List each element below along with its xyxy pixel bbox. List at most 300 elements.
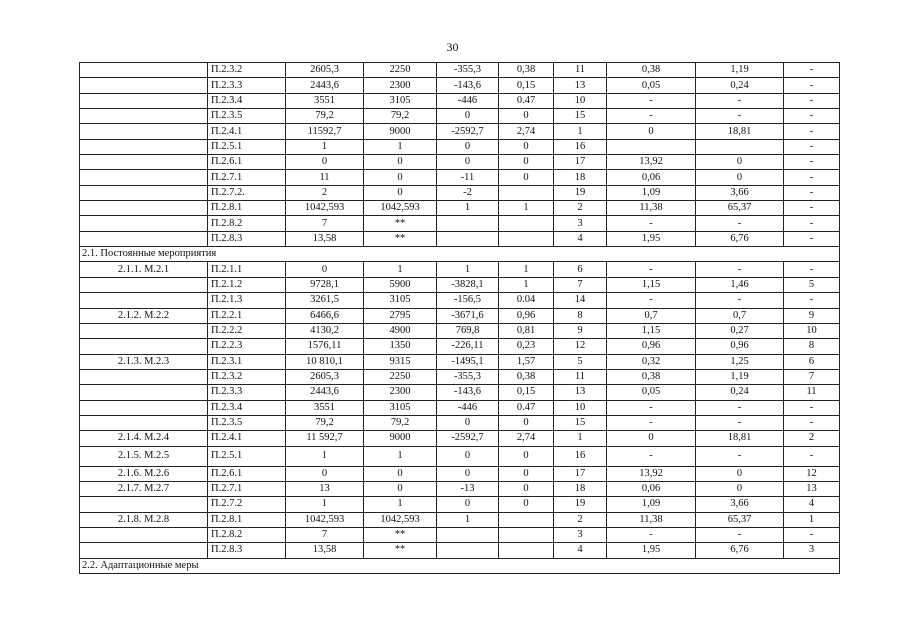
- value-cell: 13,92: [607, 466, 696, 481]
- value-cell: -: [784, 185, 840, 200]
- value-cell: 1: [364, 139, 437, 154]
- value-cell: [437, 216, 499, 231]
- value-cell: 1,09: [607, 185, 696, 200]
- measure-code-cell: [80, 369, 208, 384]
- value-cell: 15: [554, 109, 607, 124]
- value-cell: 13,92: [607, 155, 696, 170]
- indicator-code-cell: П.2.1.1: [208, 262, 286, 277]
- table-row: [80, 124, 840, 139]
- table-row: [80, 155, 840, 170]
- value-cell: 1: [286, 497, 364, 512]
- value-cell: 12: [784, 466, 840, 481]
- value-cell: 1,46: [696, 277, 784, 292]
- value-cell: 0,38: [499, 63, 554, 78]
- indicator-code-cell: П.2.8.1: [208, 512, 286, 527]
- measure-code-cell: [80, 139, 208, 154]
- value-cell: -: [696, 93, 784, 108]
- table-row: [80, 293, 840, 308]
- value-cell: 18,81: [696, 431, 784, 446]
- value-cell: 1,19: [696, 63, 784, 78]
- indicator-code-cell: П.2.8.2: [208, 216, 286, 231]
- indicator-code-cell: П.2.7.2.: [208, 185, 286, 200]
- value-cell: 2605,3: [286, 369, 364, 384]
- value-cell: 15: [554, 415, 607, 430]
- value-cell: 10 810,1: [286, 354, 364, 369]
- value-cell: 19: [554, 185, 607, 200]
- value-cell: 4: [554, 231, 607, 246]
- value-cell: 0,27: [696, 323, 784, 338]
- indicator-code-cell: П.2.8.3: [208, 231, 286, 246]
- value-cell: 0: [499, 497, 554, 512]
- value-cell: 0.47: [499, 400, 554, 415]
- table-row: [80, 466, 840, 481]
- value-cell: [499, 527, 554, 542]
- value-cell: [696, 139, 784, 154]
- value-cell: 0: [437, 415, 499, 430]
- value-cell: 0,15: [499, 385, 554, 400]
- value-cell: [499, 185, 554, 200]
- value-cell: 3,66: [696, 497, 784, 512]
- value-cell: -: [784, 527, 840, 542]
- value-cell: 0: [607, 124, 696, 139]
- value-cell: -446: [437, 93, 499, 108]
- value-cell: 4: [554, 543, 607, 558]
- measure-code-cell: [80, 201, 208, 216]
- value-cell: 0: [696, 155, 784, 170]
- measure-code-cell: 2.1.1. М.2.1: [80, 262, 208, 277]
- value-cell: -: [784, 293, 840, 308]
- value-cell: 2: [286, 185, 364, 200]
- value-cell: -: [784, 124, 840, 139]
- value-cell: 6: [784, 354, 840, 369]
- value-cell: 13: [286, 481, 364, 496]
- value-cell: 8: [554, 308, 607, 323]
- value-cell: 2,74: [499, 124, 554, 139]
- value-cell: 18: [554, 481, 607, 496]
- value-cell: 0: [499, 415, 554, 430]
- value-cell: 8: [784, 339, 840, 354]
- value-cell: 1,15: [607, 277, 696, 292]
- value-cell: 2: [554, 512, 607, 527]
- value-cell: -: [784, 216, 840, 231]
- value-cell: 0: [437, 466, 499, 481]
- value-cell: -2592,7: [437, 431, 499, 446]
- value-cell: **: [364, 231, 437, 246]
- value-cell: -: [607, 216, 696, 231]
- table-row: [80, 262, 840, 277]
- value-cell: 1: [437, 262, 499, 277]
- value-cell: 0,05: [607, 78, 696, 93]
- value-cell: 0: [499, 481, 554, 496]
- value-cell: 3105: [364, 293, 437, 308]
- value-cell: 1042,593: [364, 512, 437, 527]
- value-cell: 2443,6: [286, 385, 364, 400]
- value-cell: -143,6: [437, 78, 499, 93]
- value-cell: 11,38: [607, 201, 696, 216]
- value-cell: -156,5: [437, 293, 499, 308]
- value-cell: -: [607, 293, 696, 308]
- value-cell: 0,96: [607, 339, 696, 354]
- value-cell: -143,6: [437, 385, 499, 400]
- value-cell: -: [607, 415, 696, 430]
- value-cell: -2: [437, 185, 499, 200]
- measure-code-cell: [80, 293, 208, 308]
- indicator-code-cell: П.2.3.3: [208, 78, 286, 93]
- measure-code-cell: [80, 93, 208, 108]
- value-cell: 11: [286, 170, 364, 185]
- indicator-code-cell: П.2.3.5: [208, 109, 286, 124]
- value-cell: [499, 543, 554, 558]
- value-cell: 9315: [364, 354, 437, 369]
- value-cell: 0: [499, 466, 554, 481]
- value-cell: 13: [554, 385, 607, 400]
- value-cell: [437, 231, 499, 246]
- value-cell: 0,05: [607, 385, 696, 400]
- value-cell: 16: [554, 446, 607, 466]
- value-cell: 9: [784, 308, 840, 323]
- value-cell: 4130,2: [286, 323, 364, 338]
- value-cell: 0,15: [499, 78, 554, 93]
- value-cell: 1,57: [499, 354, 554, 369]
- value-cell: 0,96: [696, 339, 784, 354]
- value-cell: 0: [364, 466, 437, 481]
- value-cell: 3105: [364, 400, 437, 415]
- measure-code-cell: [80, 400, 208, 415]
- table-row: [80, 216, 840, 231]
- value-cell: 7: [286, 216, 364, 231]
- value-cell: 11 592,7: [286, 431, 364, 446]
- table-row: [80, 109, 840, 124]
- value-cell: 16: [554, 139, 607, 154]
- value-cell: -: [607, 527, 696, 542]
- indicator-code-cell: П.2.3.4: [208, 93, 286, 108]
- value-cell: 7: [286, 527, 364, 542]
- value-cell: 0,32: [607, 354, 696, 369]
- value-cell: -: [784, 231, 840, 246]
- value-cell: 0: [696, 481, 784, 496]
- value-cell: -: [784, 446, 840, 466]
- value-cell: 0.04: [499, 293, 554, 308]
- value-cell: 6,76: [696, 543, 784, 558]
- measure-code-cell: [80, 339, 208, 354]
- value-cell: 0: [696, 170, 784, 185]
- value-cell: -: [607, 446, 696, 466]
- table-row: [80, 354, 840, 369]
- value-cell: 13: [784, 481, 840, 496]
- value-cell: 3,66: [696, 185, 784, 200]
- value-cell: [499, 512, 554, 527]
- value-cell: 79,2: [364, 415, 437, 430]
- value-cell: 0: [437, 155, 499, 170]
- measure-code-cell: [80, 497, 208, 512]
- value-cell: 1,19: [696, 369, 784, 384]
- value-cell: 0: [437, 109, 499, 124]
- value-cell: 10: [554, 93, 607, 108]
- indicator-code-cell: П.2.3.1: [208, 354, 286, 369]
- section-row: [80, 558, 840, 573]
- value-cell: 1042,593: [364, 201, 437, 216]
- value-cell: 6: [554, 262, 607, 277]
- measure-code-cell: [80, 155, 208, 170]
- value-cell: -: [607, 400, 696, 415]
- measure-code-cell: [80, 109, 208, 124]
- section-row: [80, 247, 840, 262]
- indicator-code-cell: П.2.1.3: [208, 293, 286, 308]
- indicator-code-cell: П.2.3.2: [208, 369, 286, 384]
- value-cell: 0,24: [696, 78, 784, 93]
- value-cell: 79,2: [286, 109, 364, 124]
- value-cell: 0: [499, 446, 554, 466]
- value-cell: 0: [437, 139, 499, 154]
- value-cell: 0,06: [607, 481, 696, 496]
- value-cell: 1: [364, 446, 437, 466]
- indicator-code-cell: П.2.3.4: [208, 400, 286, 415]
- table-row: [80, 512, 840, 527]
- value-cell: 2250: [364, 63, 437, 78]
- value-cell: -: [607, 93, 696, 108]
- indicator-code-cell: П.2.4.1: [208, 124, 286, 139]
- value-cell: 1,15: [607, 323, 696, 338]
- indicator-code-cell: П.2.3.3: [208, 385, 286, 400]
- measure-code-cell: [80, 124, 208, 139]
- value-cell: 14: [554, 293, 607, 308]
- indicator-code-cell: П.2.2.1: [208, 308, 286, 323]
- value-cell: 1042,593: [286, 512, 364, 527]
- value-cell: 0: [364, 170, 437, 185]
- value-cell: 3: [554, 527, 607, 542]
- value-cell: 0: [607, 431, 696, 446]
- value-cell: [499, 231, 554, 246]
- value-cell: 18: [554, 170, 607, 185]
- table-row: [80, 78, 840, 93]
- value-cell: -13: [437, 481, 499, 496]
- value-cell: 0.47: [499, 93, 554, 108]
- value-cell: -: [784, 63, 840, 78]
- value-cell: 11592,7: [286, 124, 364, 139]
- value-cell: 3551: [286, 400, 364, 415]
- value-cell: 6466,6: [286, 308, 364, 323]
- value-cell: 65,37: [696, 201, 784, 216]
- value-cell: -: [784, 170, 840, 185]
- value-cell: 18,81: [696, 124, 784, 139]
- value-cell: 3: [554, 216, 607, 231]
- indicator-code-cell: П.2.5.1: [208, 139, 286, 154]
- value-cell: 1,95: [607, 543, 696, 558]
- indicator-code-cell: П.2.3.2: [208, 63, 286, 78]
- value-cell: [607, 139, 696, 154]
- measures-table: [79, 62, 840, 574]
- indicator-code-cell: П.2.8.3: [208, 543, 286, 558]
- measure-code-cell: [80, 543, 208, 558]
- value-cell: 9728,1: [286, 277, 364, 292]
- indicator-code-cell: П.2.5.1: [208, 446, 286, 466]
- table-row: [80, 543, 840, 558]
- value-cell: 1: [286, 139, 364, 154]
- value-cell: 2300: [364, 78, 437, 93]
- value-cell: 2: [554, 201, 607, 216]
- value-cell: 0: [499, 139, 554, 154]
- measure-code-cell: 2.1.4. М.2.4: [80, 431, 208, 446]
- indicator-code-cell: П.2.6.1: [208, 155, 286, 170]
- table-row: [80, 277, 840, 292]
- value-cell: 1: [499, 262, 554, 277]
- measure-code-cell: 2.1.3. М.2.3: [80, 354, 208, 369]
- value-cell: 3: [784, 543, 840, 558]
- value-cell: 0: [286, 155, 364, 170]
- measure-code-cell: 2.1.7. М.2.7: [80, 481, 208, 496]
- value-cell: -: [696, 216, 784, 231]
- value-cell: 7: [784, 369, 840, 384]
- measure-code-cell: [80, 185, 208, 200]
- value-cell: 79,2: [364, 109, 437, 124]
- value-cell: -11: [437, 170, 499, 185]
- table-row: [80, 170, 840, 185]
- value-cell: 0: [364, 481, 437, 496]
- value-cell: -3828,1: [437, 277, 499, 292]
- value-cell: -355,3: [437, 63, 499, 78]
- value-cell: 1,25: [696, 354, 784, 369]
- indicator-code-cell: П.2.8.2: [208, 527, 286, 542]
- indicator-code-cell: П.2.7.1: [208, 481, 286, 496]
- measure-code-cell: 2.1.8. М.2.8: [80, 512, 208, 527]
- value-cell: 3261,5: [286, 293, 364, 308]
- measure-code-cell: [80, 78, 208, 93]
- measure-code-cell: [80, 415, 208, 430]
- value-cell: 1350: [364, 339, 437, 354]
- measure-code-cell: 2.1.6. М.2.6: [80, 466, 208, 481]
- value-cell: [437, 543, 499, 558]
- value-cell: 2250: [364, 369, 437, 384]
- measure-code-cell: 2.1.2. М.2.2: [80, 308, 208, 323]
- measure-code-cell: [80, 277, 208, 292]
- indicator-code-cell: П.2.6.1: [208, 466, 286, 481]
- indicator-code-cell: П.2.3.5: [208, 415, 286, 430]
- value-cell: -3671,6: [437, 308, 499, 323]
- value-cell: 19: [554, 497, 607, 512]
- table-row: [80, 446, 840, 466]
- value-cell: 2: [784, 431, 840, 446]
- value-cell: 0: [696, 466, 784, 481]
- value-cell: 11: [554, 63, 607, 78]
- value-cell: 10: [784, 323, 840, 338]
- table-row: [80, 201, 840, 216]
- value-cell: -: [696, 415, 784, 430]
- value-cell: 9000: [364, 431, 437, 446]
- table-row: [80, 323, 840, 338]
- indicator-code-cell: П.2.7.1: [208, 170, 286, 185]
- value-cell: -446: [437, 400, 499, 415]
- table-row: [80, 308, 840, 323]
- value-cell: 11,38: [607, 512, 696, 527]
- value-cell: 1: [554, 431, 607, 446]
- value-cell: 0: [286, 466, 364, 481]
- value-cell: 13,58: [286, 543, 364, 558]
- section-label: 2.2. Адаптационные меры: [80, 558, 840, 573]
- value-cell: 13: [554, 78, 607, 93]
- table-row: [80, 339, 840, 354]
- value-cell: 0,81: [499, 323, 554, 338]
- value-cell: 0,38: [607, 369, 696, 384]
- value-cell: -: [784, 155, 840, 170]
- value-cell: 9000: [364, 124, 437, 139]
- value-cell: 1: [286, 446, 364, 466]
- value-cell: 65,37: [696, 512, 784, 527]
- value-cell: **: [364, 543, 437, 558]
- value-cell: -: [607, 109, 696, 124]
- value-cell: 10: [554, 400, 607, 415]
- table-row: [80, 139, 840, 154]
- value-cell: **: [364, 527, 437, 542]
- value-cell: 0,38: [607, 63, 696, 78]
- table-row: [80, 231, 840, 246]
- page-number: 30: [446, 40, 459, 54]
- measure-code-cell: [80, 527, 208, 542]
- value-cell: 3105: [364, 93, 437, 108]
- value-cell: 2795: [364, 308, 437, 323]
- measure-code-cell: [80, 323, 208, 338]
- table-row: [80, 385, 840, 400]
- table-row: [80, 93, 840, 108]
- value-cell: -: [696, 293, 784, 308]
- value-cell: 9: [554, 323, 607, 338]
- table-row: [80, 369, 840, 384]
- table-row: [80, 400, 840, 415]
- value-cell: 4: [784, 497, 840, 512]
- value-cell: 2,74: [499, 431, 554, 446]
- value-cell: 0: [364, 155, 437, 170]
- measure-code-cell: [80, 63, 208, 78]
- section-label: 2.1. Постоянные мероприятия: [80, 247, 840, 262]
- indicator-code-cell: П.2.7.2: [208, 497, 286, 512]
- value-cell: 1: [437, 201, 499, 216]
- value-cell: 769,8: [437, 323, 499, 338]
- measure-code-cell: [80, 170, 208, 185]
- value-cell: 79,2: [286, 415, 364, 430]
- value-cell: -: [784, 415, 840, 430]
- value-cell: -: [784, 262, 840, 277]
- value-cell: -2592,7: [437, 124, 499, 139]
- value-cell: 2605,3: [286, 63, 364, 78]
- measure-code-cell: 2.1.5. М.2.5: [80, 446, 208, 466]
- value-cell: 0,06: [607, 170, 696, 185]
- value-cell: -: [784, 93, 840, 108]
- value-cell: 4900: [364, 323, 437, 338]
- table-row: [80, 497, 840, 512]
- value-cell: 1: [437, 512, 499, 527]
- value-cell: -: [784, 400, 840, 415]
- value-cell: 17: [554, 155, 607, 170]
- value-cell: -: [696, 400, 784, 415]
- value-cell: 2443,6: [286, 78, 364, 93]
- value-cell: 1576,11: [286, 339, 364, 354]
- value-cell: 1: [499, 277, 554, 292]
- value-cell: -226,11: [437, 339, 499, 354]
- value-cell: 6,76: [696, 231, 784, 246]
- measure-code-cell: [80, 231, 208, 246]
- value-cell: -: [784, 139, 840, 154]
- value-cell: 0: [499, 109, 554, 124]
- value-cell: 0,24: [696, 385, 784, 400]
- table-row: [80, 415, 840, 430]
- value-cell: 0: [499, 170, 554, 185]
- value-cell: 12: [554, 339, 607, 354]
- value-cell: 0: [437, 497, 499, 512]
- value-cell: -: [784, 109, 840, 124]
- value-cell: 7: [554, 277, 607, 292]
- value-cell: **: [364, 216, 437, 231]
- value-cell: 1042,593: [286, 201, 364, 216]
- value-cell: 0,96: [499, 308, 554, 323]
